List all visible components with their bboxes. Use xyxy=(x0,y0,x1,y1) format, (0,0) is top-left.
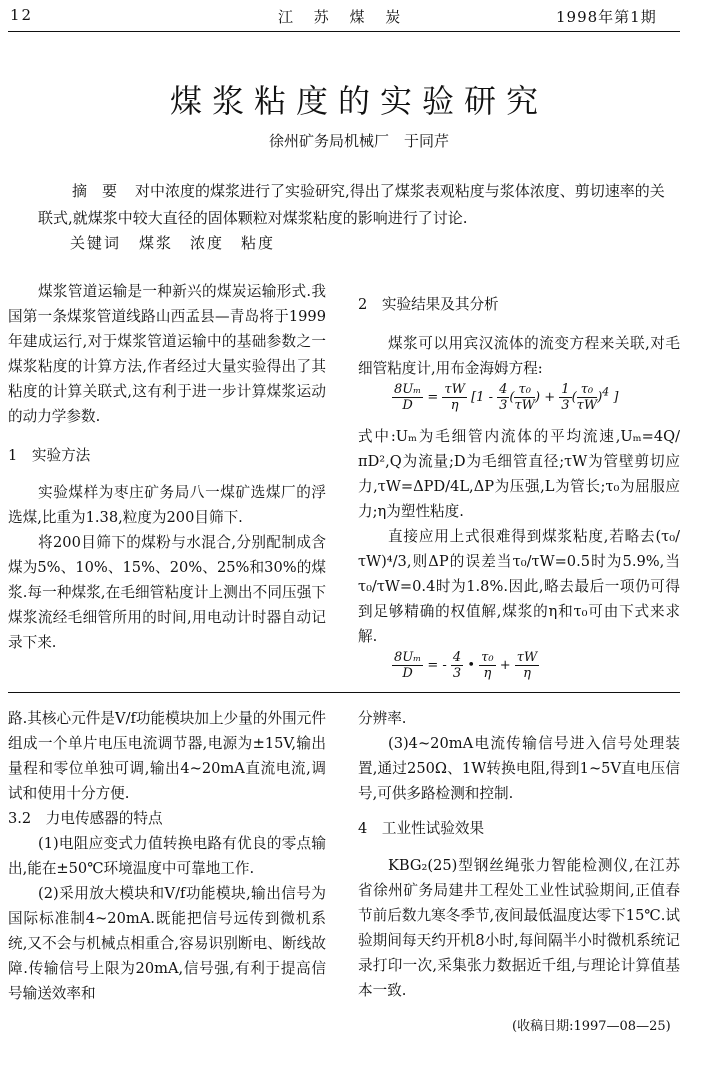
paragraph: KBG₂(25)型钢丝绳张力智能检测仪,在江苏省徐州矿务局建井工程处工业性试验期间,正值春节前后数九寒冬季节,夜间最低温度达零下15℃.试验期间每天约开机8小时,每间隔半小时微机系统记录打印一次,采集张力数据近千组,与理论计算值基本一致. xyxy=(358,857,680,999)
paragraph: (1)电阻应变式力值转换电路有优良的零点输出,能在±50℃环境温度中可靠地工作. xyxy=(8,835,326,877)
paragraph: 路.其核心元件是V/f功能模块加上少量的外围元件组成一个单片电压电流调节器,电源为±15V,输出量程和零位单独可调,输出4~20mA直流电流,调试和使用十分方便. xyxy=(8,710,326,802)
paragraph: 煤浆可以用宾汉流体的流变方程来关联,对毛细管粘度计,用布金海姆方程: xyxy=(358,335,680,377)
paragraph: (3)4~20mA电流传输信号进入信号处理装置,通过250Ω、1W转换电阻,得到1~5V直电压信号,可供多路检测和控制. xyxy=(358,735,680,802)
left-column xyxy=(8,279,326,655)
abstract xyxy=(38,178,678,232)
section-heading: 3.2 力电传感器的特点 xyxy=(8,810,163,827)
abstract-label: 摘 要 xyxy=(72,182,118,200)
paragraph: (2)采用放大模块和V/f功能模块,输出信号为国际标准制4~20mA.既能把信号远传到微机系统,又不会与机械点相重合,容易识别断电、断线故障.传输信号上限为20mA,信号强,有利于提高信号输送效率和 xyxy=(8,885,326,1002)
section-heading: 4 工业性试验效果 xyxy=(358,820,485,837)
article-title: 煤浆粘度的实验研究 xyxy=(169,82,548,120)
paragraph: 分辨率. xyxy=(358,710,407,727)
article-divider xyxy=(8,692,680,693)
paragraph: 煤浆管道运输是一种新兴的煤炭运输形式.我国第一条煤浆管道线路山西孟县—青岛将于1999年建成运行,对于煤浆管道运输中的基础参数之一煤浆粘度的计算方法,作者经过大量实验得出了其粘度的计算关联式,这有利于进一步计算煤浆运动的动力学参数. xyxy=(8,283,326,425)
header-rule xyxy=(8,31,680,32)
abstract-text: 对中浓度的煤浆进行了实验研究,得出了煤浆表观粘度与浆体浓度、剪切速率的关联式,就煤浆中较大直径的固体颗粒对煤浆粘度的影响进行了讨论. xyxy=(38,182,665,227)
section-heading: 2 实验结果及其分析 xyxy=(358,296,499,313)
paragraph: 将200目筛下的煤粉与水混合,分别配制成含煤为5%、10%、15%、20%、25%和30%的煤浆.每一种煤浆,在毛细管粘度计上测出不同压强下煤浆流经毛细管所用的时间,用电动计时器自动记录下来. xyxy=(8,534,326,651)
paragraph: 直接应用上式很难得到煤浆粘度,若略去(τ₀/τW)⁴/3,则ΔP的误差当τ₀/τW=0.5时为5.9%,当τ₀/τW=0.4时为1.8%.因此,略去最后一项仍可得到足够精确的权值解,煤浆的η和τ₀可由下式来求解. xyxy=(358,528,680,645)
article-author: 徐州矿务局机械厂 于同芹 xyxy=(268,132,449,150)
right-column xyxy=(358,292,680,381)
right-column-cont xyxy=(358,424,680,649)
paragraph: 实验煤样为枣庄矿务局八一煤矿选煤厂的浮选煤,比重为1.38,粒度为200目筛下. xyxy=(8,484,326,526)
received-date: (收稿日期:1997—08—25) xyxy=(512,1019,671,1034)
page-number: 12 xyxy=(10,6,34,24)
equation-bingham: $\frac{\text{8Uₘ}}{D}$ = $\frac{\tau W}{\eta}$ [1 - $\frac{4}{3}$ ( $\frac{\text{τ₀}}{\tau W}$ ) + $\frac{1}{3}$ ( $\frac{\text{τ₀}}{\tau W}$ )$^4$ ] xyxy=(394,382,619,413)
journal-name: 江 苏 煤 炭 xyxy=(278,8,409,26)
bottom-left-column xyxy=(8,706,326,1024)
paragraph: 式中:Uₘ为毛细管内流体的平均流速,Uₘ=4Q/πD²,Q为流量;D为毛细管直径;τW为管壁剪切应力,τW=ΔPD/4L,ΔP为压强,L为管长;τ₀为屈服应力;η为塑性粘度. xyxy=(358,428,680,520)
bottom-right-column xyxy=(358,706,680,1003)
keywords-text: 煤浆 浓度 粘度 xyxy=(139,234,276,252)
keywords xyxy=(70,232,275,253)
keywords-label: 关键词 xyxy=(70,234,122,252)
section-heading: 1 实验方法 xyxy=(8,447,91,464)
equation-simplified: $\frac{\text{8Uₘ}}{D}$ = - $\frac{4}{3}$ • $\frac{\text{τ₀}}{\eta}$ + $\frac{\tau W}{\eta}$ xyxy=(394,650,538,681)
issue-label: 1998年第1期 xyxy=(556,8,657,26)
